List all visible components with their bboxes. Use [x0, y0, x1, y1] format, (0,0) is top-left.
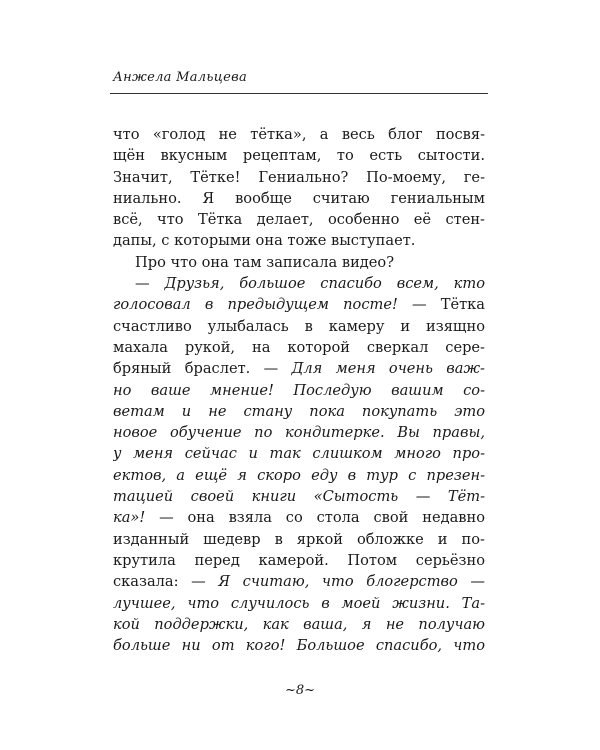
text-line	[113, 294, 485, 315]
text-line	[113, 167, 485, 188]
text-segment: щён вкусным рецептам, то есть сытости.	[113, 147, 485, 165]
italic-text-segment: ектов, а ещё я скоро еду в тур с презен-	[113, 466, 485, 484]
italic-text-segment: но ваше мнение! Последую вашим со-	[113, 381, 485, 399]
text-line	[113, 571, 485, 592]
text-line	[113, 507, 485, 528]
text-line	[113, 550, 485, 571]
text-segment: дапы, с которыми она тоже выступает.	[113, 232, 416, 250]
italic-text-segment: ка»!	[113, 509, 146, 527]
text-line	[113, 401, 485, 422]
text-line	[113, 358, 485, 379]
text-line	[113, 252, 485, 273]
text-line	[113, 337, 485, 358]
text-line	[113, 443, 485, 464]
text-line	[113, 230, 485, 251]
text-line	[113, 465, 485, 486]
italic-text-segment: ветам и не стану пока покупать это	[113, 402, 485, 420]
text-line	[113, 593, 485, 614]
text-line	[113, 380, 485, 401]
text-line	[113, 614, 485, 635]
text-segment: ниально. Я вообще считаю гениальным	[113, 189, 485, 207]
text-segment: счастливо улыбалась в камеру и изящно	[113, 317, 485, 335]
italic-text-segment: тацией своей книги «Сытость — Тёт-	[113, 488, 485, 506]
body-text	[113, 124, 485, 656]
italic-text-segment: голосовал в предыдущем посте!	[113, 296, 398, 314]
text-segment: —	[135, 275, 165, 293]
text-segment: — Тётка	[397, 296, 485, 314]
text-segment: — она взяла со стола свой недавно	[145, 509, 485, 527]
text-line	[113, 273, 485, 294]
text-segment: махала рукой, на которой сверкал сере-	[113, 338, 485, 356]
italic-text-segment: новое обучение по кондитерке. Вы правы,	[113, 424, 485, 442]
italic-text-segment: кой поддержки, как ваша, я не получаю	[113, 615, 485, 633]
text-line	[113, 209, 485, 230]
page-number: ~8~	[284, 683, 316, 698]
italic-text-segment: Я считаю, что блогерство —	[218, 573, 485, 591]
text-segment: Значит, Тётке! Гениально? По-моему, ге-	[113, 168, 485, 186]
text-line	[113, 486, 485, 507]
italic-text-segment: больше ни от кого! Большое спасибо, что	[113, 637, 485, 655]
text-line	[113, 316, 485, 337]
italic-text-segment: у меня сейчас и так слишком много про-	[113, 445, 485, 463]
text-line	[113, 529, 485, 550]
text-line	[113, 635, 485, 656]
italic-text-segment: Для меня очень важ-	[291, 360, 485, 378]
text-segment: всё, что Тётка делает, особенно её стен-	[113, 211, 485, 229]
text-line	[113, 188, 485, 209]
italic-text-segment: Друзья, большое спасибо всем, кто	[164, 275, 485, 293]
running-header-author: Анжела Мальцева	[113, 70, 248, 85]
header-divider	[110, 93, 488, 94]
text-segment: сказала: —	[113, 573, 219, 591]
text-segment: крутила перед камерой. Потом серьёзно	[113, 551, 485, 569]
text-segment: Про что она там записала видео?	[135, 253, 395, 271]
italic-text-segment: лучшее, что случилось в моей жизни. Та-	[113, 594, 485, 612]
text-segment: что «голод не тётка», а весь блог посвя-	[113, 126, 485, 143]
text-line	[113, 145, 485, 166]
text-segment: бряный браслет. —	[113, 360, 292, 378]
text-segment: изданный шедевр в яркой обложке и по-	[113, 530, 485, 548]
text-line	[113, 124, 485, 145]
text-line	[113, 422, 485, 443]
